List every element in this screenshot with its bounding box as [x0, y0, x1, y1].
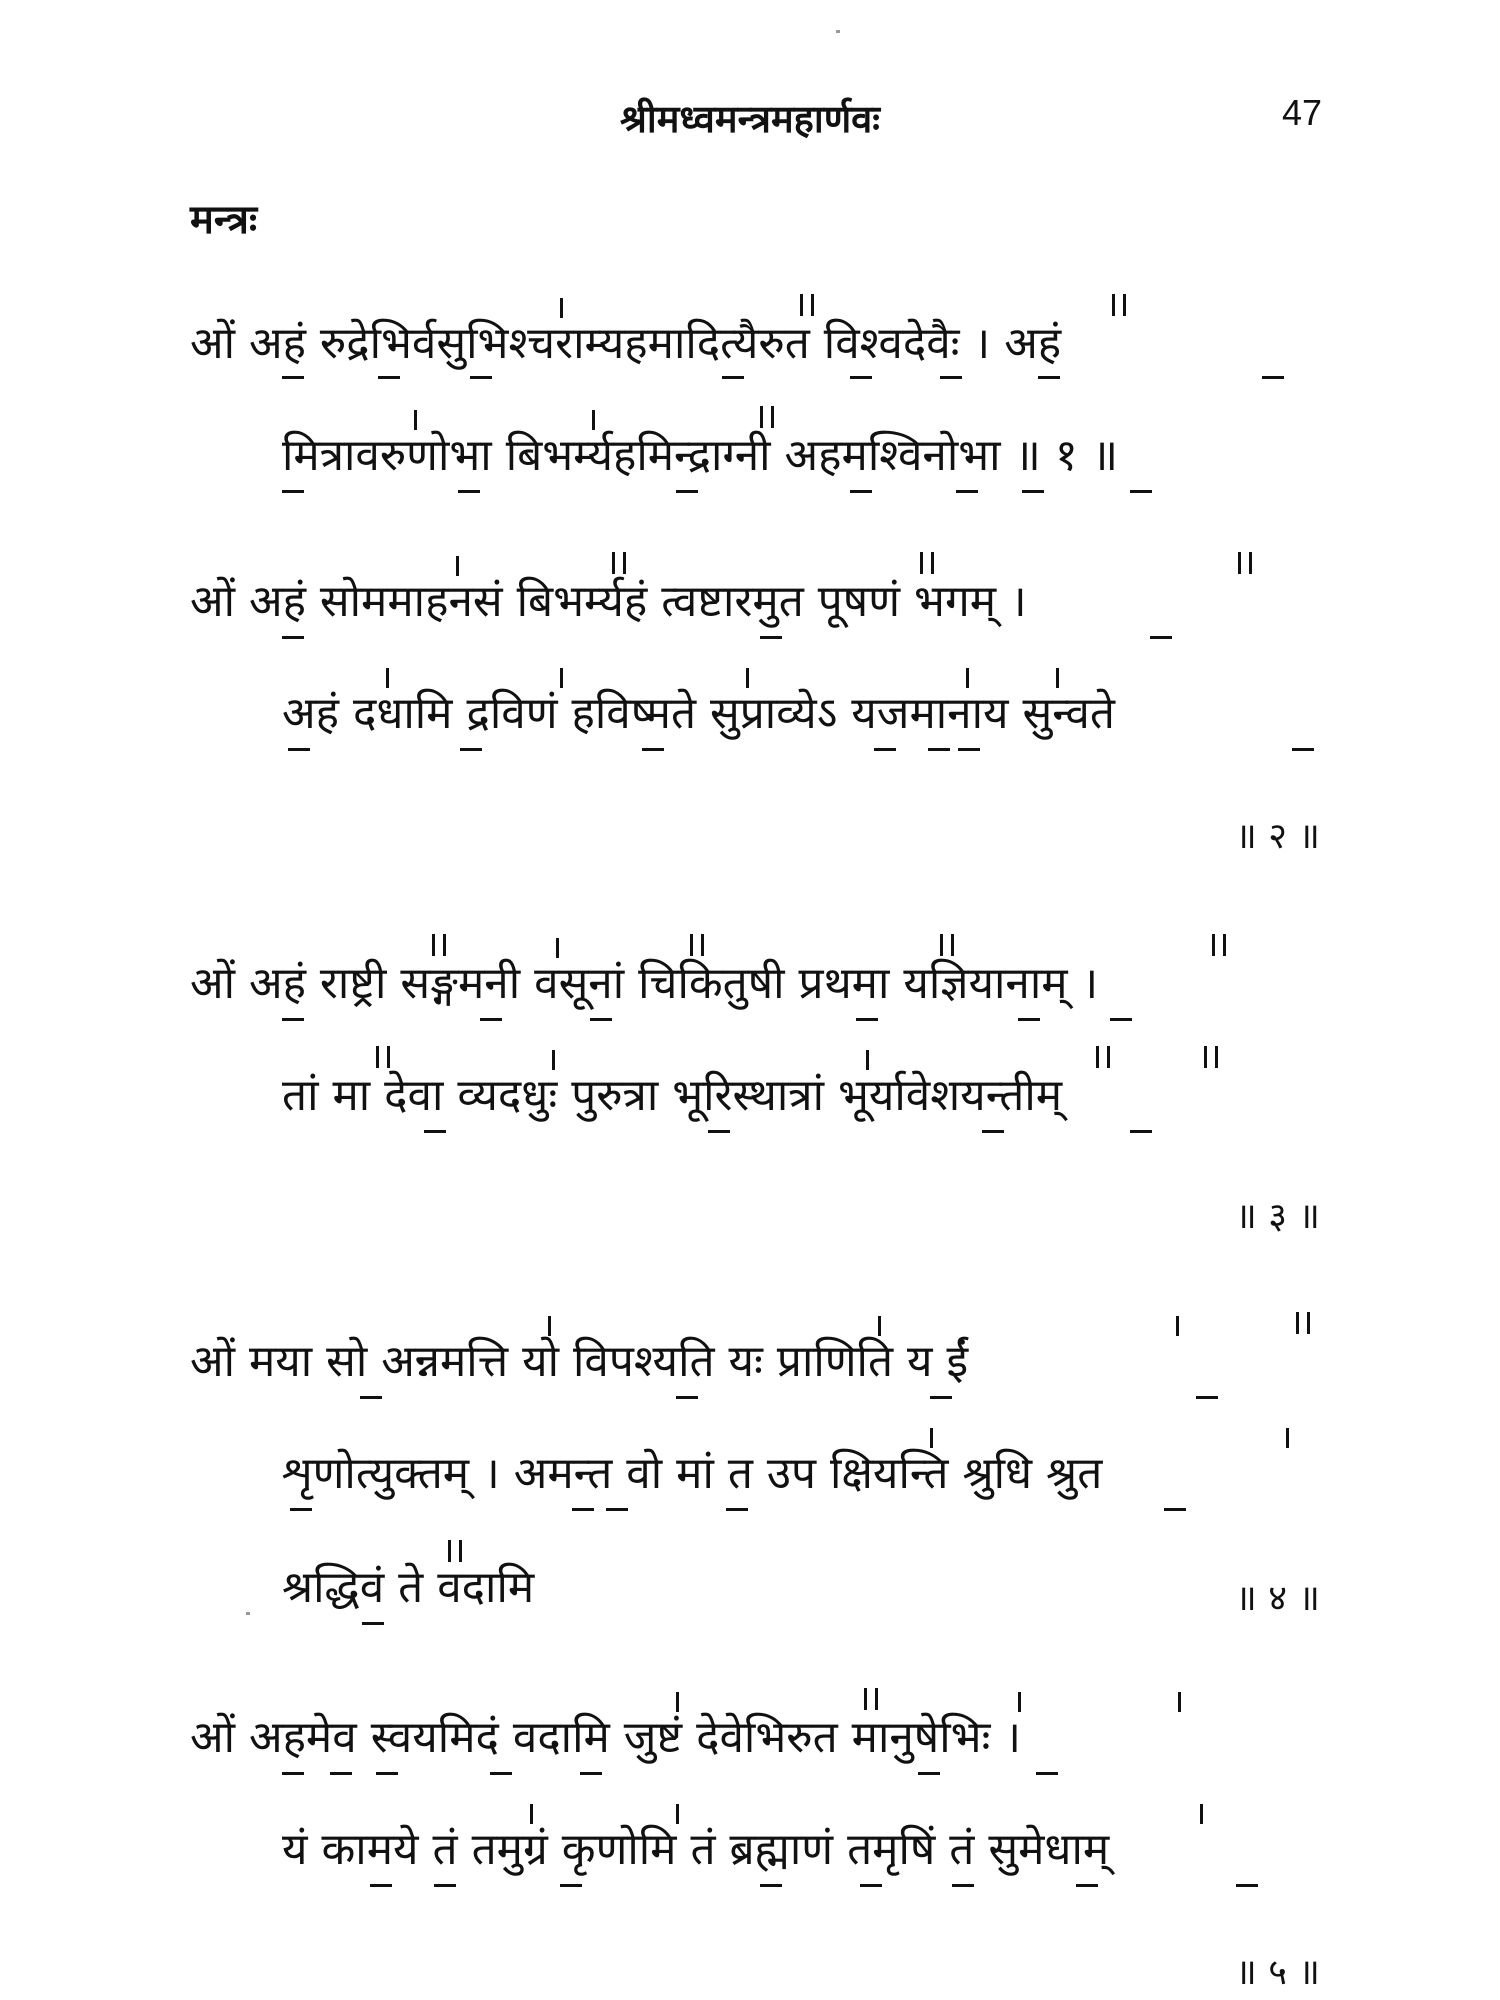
anudatta-mark	[282, 376, 304, 379]
verse-1-line-1: ओं अहं रुद्रेभिर्वसुभिश्चराम्यहमादित्यैरुत विश्वदेवैः । अहं	[190, 318, 1062, 369]
anudatta-mark	[470, 376, 492, 379]
anudatta-mark	[376, 1772, 398, 1775]
udatta-mark	[456, 556, 459, 576]
anudatta-mark	[1036, 1772, 1058, 1775]
anudatta-mark	[850, 376, 872, 379]
udatta-mark	[930, 1428, 933, 1448]
anudatta-mark	[560, 1884, 582, 1887]
anudatta-mark	[874, 748, 896, 751]
anudatta-mark	[958, 748, 980, 751]
udatta-mark	[1176, 1316, 1179, 1336]
double-udatta-mark	[760, 406, 774, 428]
anudatta-mark	[952, 1884, 974, 1887]
verse-1-line-2: मित्रावरुणोभा बिभर्म्यहमिन्द्राग्नी अहमश्विनोभा ॥ १ ॥	[282, 430, 1119, 481]
anudatta-mark	[982, 1130, 1004, 1133]
anudatta-mark	[330, 1772, 352, 1775]
verse-5-line-2: यं कामये तं तमुग्रं कृणोमि तं ब्रह्माणं तमृषिं तं सुमेधाम्	[282, 1824, 1110, 1875]
anudatta-mark	[606, 1508, 628, 1511]
running-header-title: श्रीमध्वमन्त्रमहार्णवः	[620, 97, 880, 141]
udatta-mark	[1018, 1692, 1021, 1712]
udatta-mark	[548, 1316, 551, 1336]
anudatta-mark	[1236, 1884, 1258, 1887]
udatta-mark	[746, 668, 749, 688]
anudatta-mark	[288, 748, 310, 751]
anudatta-mark	[918, 1772, 940, 1775]
double-udatta-mark	[432, 934, 446, 956]
anudatta-mark	[1130, 490, 1152, 493]
anudatta-mark	[282, 636, 304, 639]
anudatta-mark	[424, 1130, 446, 1133]
section-label: मन्त्रः	[190, 197, 258, 243]
anudatta-mark	[928, 748, 950, 751]
udatta-mark	[676, 1692, 679, 1712]
anudatta-mark	[956, 490, 978, 493]
anudatta-mark	[1038, 376, 1060, 379]
anudatta-mark	[760, 1884, 782, 1887]
anudatta-mark	[1130, 1130, 1152, 1133]
udatta-mark	[386, 668, 389, 688]
verse-3-line-1: ओं अहं राष्ट्री सङ्गमनी वसूनां चिकितुषी प्रथमा यज्ञियानाम् ।	[190, 958, 1099, 1009]
udatta-mark	[1056, 668, 1059, 688]
anudatta-mark	[760, 636, 782, 639]
anudatta-mark	[1262, 376, 1284, 379]
double-udatta-mark	[690, 934, 704, 956]
udatta-mark	[556, 938, 559, 958]
udatta-mark	[1200, 1804, 1203, 1824]
double-udatta-mark	[1204, 1046, 1218, 1068]
double-udatta-mark	[1096, 1046, 1110, 1068]
anudatta-mark	[1292, 748, 1314, 751]
udatta-mark	[592, 410, 595, 430]
udatta-mark	[560, 298, 563, 318]
udatta-mark	[530, 1804, 533, 1824]
anudatta-mark	[1110, 1018, 1132, 1021]
double-udatta-mark	[800, 294, 814, 316]
anudatta-mark	[580, 1772, 602, 1775]
anudatta-mark	[1164, 1508, 1186, 1511]
scan-speck	[836, 30, 840, 33]
anudatta-mark	[722, 376, 744, 379]
anudatta-mark	[676, 1396, 698, 1399]
anudatta-mark	[378, 376, 400, 379]
double-udatta-mark	[448, 1540, 462, 1562]
anudatta-mark	[458, 490, 480, 493]
anudatta-mark	[370, 1884, 392, 1887]
udatta-mark	[552, 1050, 555, 1070]
double-udatta-mark	[1296, 1312, 1310, 1334]
udatta-mark	[966, 668, 969, 688]
verse-2-line-1: ओं अहं सोममाहनसं बिभर्म्यहं त्वष्टारमुत पूषणं भगम् ।	[190, 576, 1027, 627]
verse-5-number: ॥ ५ ॥	[1235, 1952, 1320, 1993]
udatta-mark	[1286, 1428, 1289, 1448]
udatta-mark	[676, 1804, 679, 1824]
anudatta-mark	[590, 1018, 612, 1021]
anudatta-mark	[480, 1018, 502, 1021]
double-udatta-mark	[1112, 294, 1126, 316]
anudatta-mark	[1076, 1884, 1098, 1887]
anudatta-mark	[282, 1018, 304, 1021]
double-udatta-mark	[1212, 934, 1226, 956]
verse-3-number: ॥ ३ ॥	[1235, 1196, 1320, 1237]
verse-4-number: ॥ ४ ॥	[1235, 1578, 1320, 1619]
anudatta-mark	[460, 748, 482, 751]
double-udatta-mark	[920, 552, 934, 574]
verse-4-line-1: ओं मया सो अन्नमत्ति यो विपश्यति यः प्राणिति य ईं	[190, 1336, 969, 1387]
anudatta-mark	[642, 748, 664, 751]
udatta-mark	[878, 1316, 881, 1336]
anudatta-mark	[676, 490, 698, 493]
anudatta-mark	[940, 376, 962, 379]
anudatta-mark	[1022, 490, 1044, 493]
verse-2-number: ॥ २ ॥	[1235, 816, 1320, 857]
anudatta-mark	[1196, 1396, 1218, 1399]
anudatta-mark	[930, 1396, 952, 1399]
verse-4-line-2: शृणोत्युक्तम् । अमन्त वो मां त उप क्षियन्ति श्रुधि श्रुत	[282, 1448, 1103, 1499]
udatta-mark	[1178, 1692, 1181, 1712]
verse-3-line-2: तां मा देवा व्यदधुः पुरुत्रा भूरिस्थात्रां भूर्यावेशयन्तीम्	[282, 1070, 1063, 1121]
anudatta-mark	[360, 1396, 382, 1399]
verse-4-line-3: श्रद्धिवं ते वदामि	[282, 1562, 535, 1613]
anudatta-mark	[572, 1508, 594, 1511]
anudatta-mark	[362, 1622, 384, 1625]
anudatta-mark	[290, 1508, 312, 1511]
double-udatta-mark	[612, 552, 626, 574]
anudatta-mark	[726, 1508, 748, 1511]
anudatta-mark	[856, 1018, 878, 1021]
anudatta-mark	[1018, 1018, 1040, 1021]
udatta-mark	[560, 668, 563, 688]
udatta-mark	[414, 410, 417, 430]
page-number: 47	[1281, 92, 1322, 133]
anudatta-mark	[850, 490, 872, 493]
anudatta-mark	[708, 1130, 730, 1133]
verse-2-line-2: अहं दधामि द्रविणं हविष्मते सुप्राव्येऽ यजमानाय सुन्वते	[282, 688, 1115, 739]
double-udatta-mark	[376, 1046, 390, 1068]
anudatta-mark	[860, 1884, 882, 1887]
anudatta-mark	[282, 490, 304, 493]
anudatta-mark	[1150, 636, 1172, 639]
double-udatta-mark	[940, 934, 954, 956]
scan-speck	[246, 1612, 250, 1615]
udatta-mark	[866, 1050, 869, 1070]
verse-5-line-1: ओं अहमेव स्वयमिदं वदामि जुष्टं देवेभिरुत मानुषेभिः ।	[190, 1712, 1022, 1763]
anudatta-mark	[434, 1884, 456, 1887]
double-udatta-mark	[864, 1688, 878, 1710]
double-udatta-mark	[1238, 552, 1252, 574]
anudatta-mark	[490, 1772, 512, 1775]
anudatta-mark	[282, 1772, 304, 1775]
